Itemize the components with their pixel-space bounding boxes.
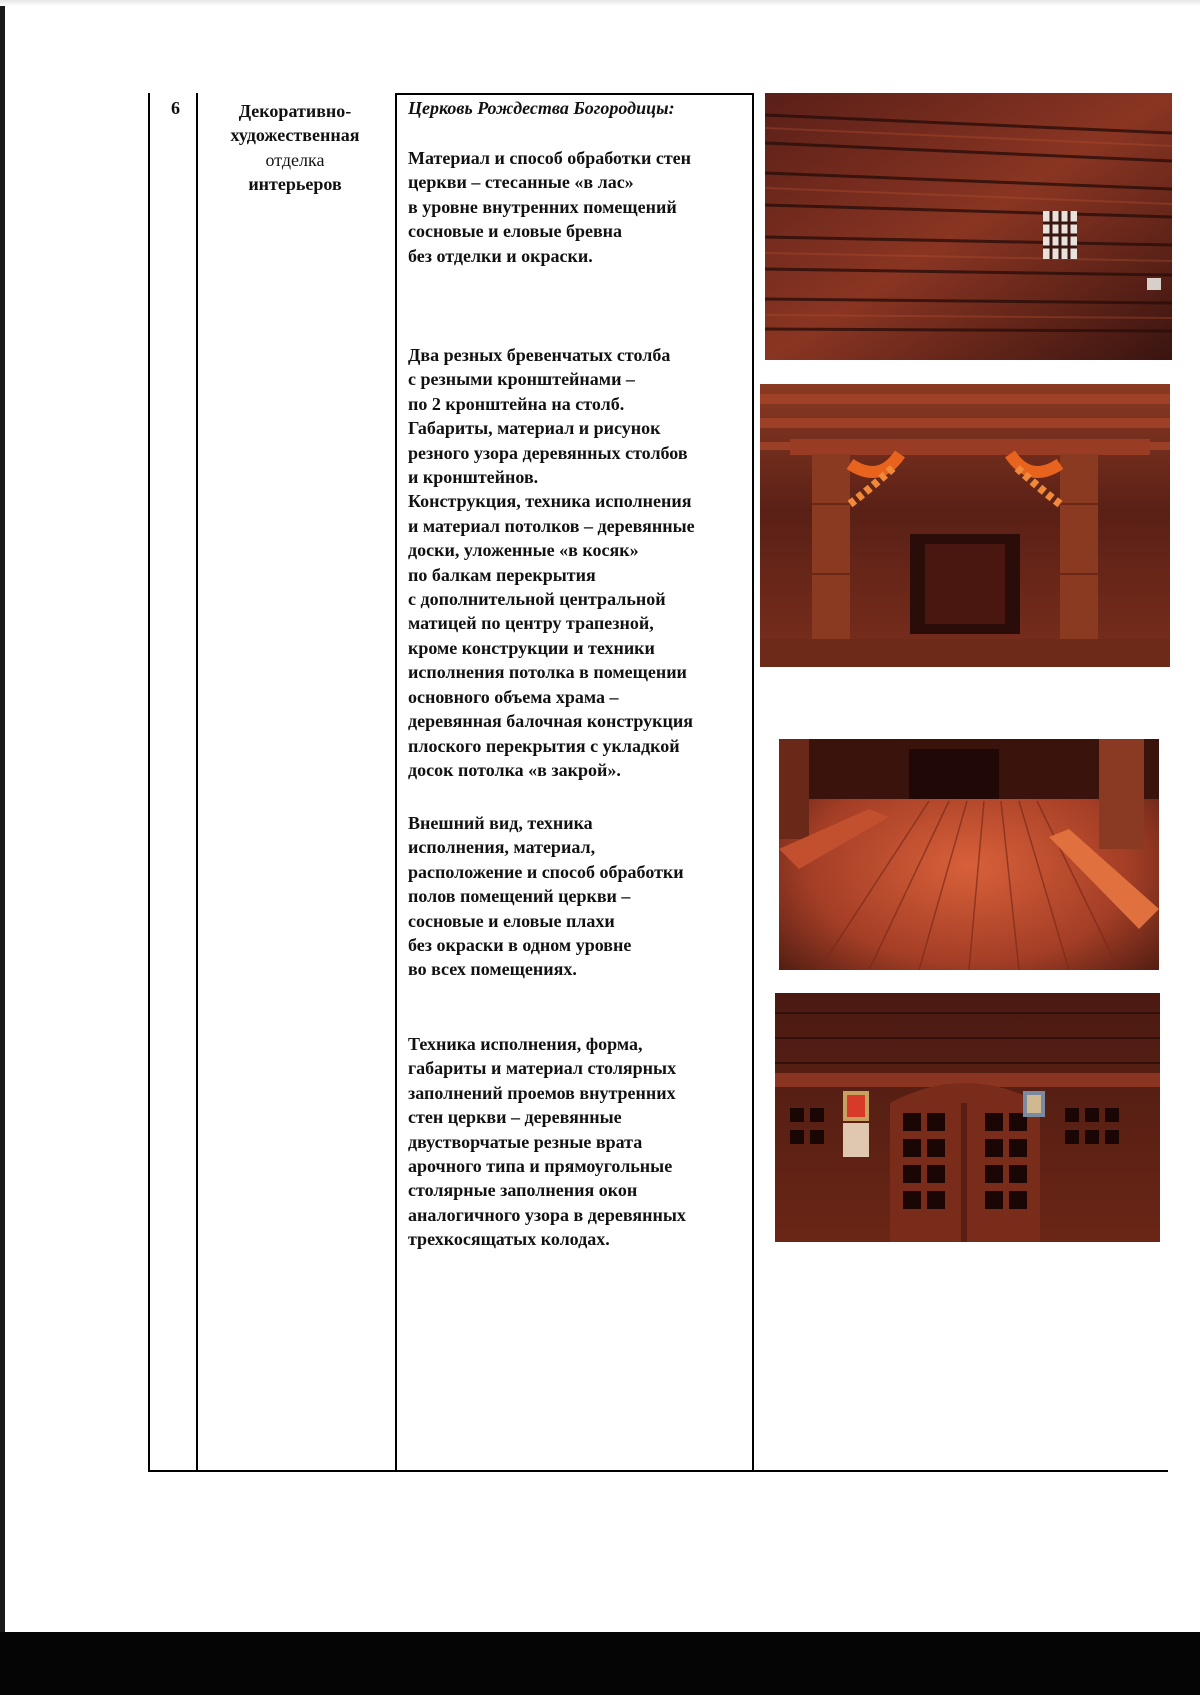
log-wall-with-window-photo <box>765 93 1172 360</box>
paragraph-line: резного узора деревянных столбов <box>408 442 688 463</box>
paragraph-line: Конструкция, техника исполнения <box>408 491 692 512</box>
paragraph-line: матицей по центру трапезной, <box>408 613 654 634</box>
paragraph-line: деревянная балочная конструкция <box>408 711 694 732</box>
section-title-line: отделка <box>265 149 325 170</box>
paragraph-line: расположение и способ обработки <box>408 861 684 882</box>
description-paragraph <box>408 146 743 268</box>
paragraph-line: стен церкви – деревянные <box>408 1107 622 1128</box>
scan-bottom-bar <box>0 1632 1200 1695</box>
wooden-floor-photo <box>779 739 1159 970</box>
paragraph-line: габариты и материал столярных <box>408 1058 677 1079</box>
paragraph-line: столярные заполнения окон <box>408 1180 638 1201</box>
paragraph-line: двустворчатые резные врата <box>408 1131 643 1152</box>
paragraph-line: сосновые и еловые плахи <box>408 910 615 931</box>
paragraph-line: по 2 кронштейна на столб. <box>408 393 625 414</box>
paragraph-line: плоского перекрытия с укладкой <box>408 735 680 756</box>
paragraph-line: Два резных бревенчатых столба <box>408 345 671 365</box>
paragraph-line: с дополнительной центральной <box>408 589 666 610</box>
table-divider-section <box>395 93 397 1471</box>
description-paragraph <box>408 811 743 982</box>
section-title <box>200 99 390 197</box>
paragraph-line: без окраски в одном уровне <box>408 935 632 956</box>
paragraph-line: заполнений проемов внутренних <box>408 1082 676 1103</box>
description-paragraph <box>408 343 743 782</box>
scan-left-edge <box>0 0 5 1695</box>
paragraph-line: по балкам перекрытия <box>408 564 596 585</box>
table-top-border <box>395 93 753 95</box>
paragraph-line: Внешний вид, техника <box>408 813 593 833</box>
paragraph-line: исполнения, материал, <box>408 837 596 858</box>
paragraph-line: в уровне внутренних помещений <box>408 196 677 217</box>
church-title: Церковь Рождества Богородицы: <box>408 98 675 118</box>
paragraph-line: аналогичного узора в деревянных <box>408 1204 686 1225</box>
section-title-line: интерьеров <box>248 174 342 195</box>
table-border-left <box>148 93 150 1471</box>
carved-pillars-and-ceiling-photo <box>760 384 1170 667</box>
paragraph-line: без отделки и окраски. <box>408 245 593 266</box>
paragraph-line: основного объема храма – <box>408 686 619 707</box>
paragraph-line: Техника исполнения, форма, <box>408 1034 643 1054</box>
description-paragraph <box>408 1032 743 1252</box>
carved-arched-gates-photo <box>775 993 1160 1242</box>
paragraph-line: с резными кронштейнами – <box>408 369 635 390</box>
paragraph-line: доски, уложенные «в косяк» <box>408 540 639 561</box>
paragraph-line: и кронштейнов. <box>408 467 539 488</box>
paragraph-line: арочного типа и прямоугольные <box>408 1156 673 1177</box>
paragraph-line: во всех помещениях. <box>408 959 577 980</box>
paragraph-line: и материал потолков – деревянные <box>408 515 695 536</box>
paragraph-line: Материал и способ обработки стен <box>408 148 692 168</box>
section-title-line: Декоративно- <box>238 101 352 121</box>
table-bottom-border <box>148 1470 1168 1472</box>
paragraph-line: кроме конструкции и техники <box>408 637 655 658</box>
paragraph-line: сосновые и еловые бревна <box>408 221 623 242</box>
paragraph-line: досок потолка «в закрой». <box>408 759 621 780</box>
table-divider-number <box>196 93 198 1471</box>
section-title-line: художественная <box>230 125 360 146</box>
row-number: 6 <box>171 98 180 118</box>
paragraph-line: исполнения потолка в помещении <box>408 662 687 683</box>
scan-top-shadow <box>0 0 1200 6</box>
paragraph-line: полов помещений церкви – <box>408 886 631 907</box>
paragraph-line: Габариты, материал и рисунок <box>408 418 661 439</box>
paragraph-line: трехкосящатых колодах. <box>408 1229 610 1250</box>
table-divider-description <box>752 93 754 1471</box>
paragraph-line: церкви – стесанные «в лас» <box>408 172 634 193</box>
